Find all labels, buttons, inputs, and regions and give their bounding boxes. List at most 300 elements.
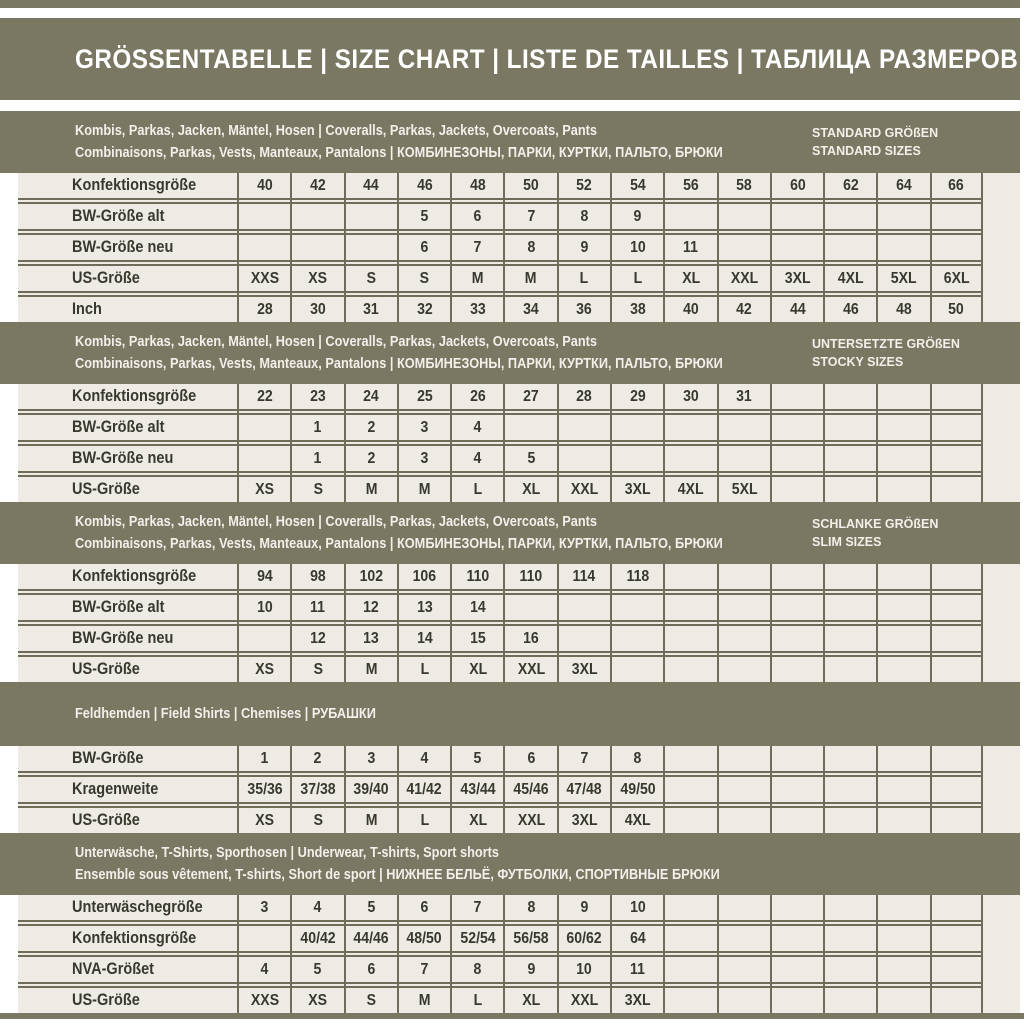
size-cell [290,446,343,471]
section-band-stocky [0,322,1020,384]
size-cell [770,297,823,322]
size-cell [557,173,610,198]
size-cell-text: XXL [517,811,545,829]
size-cell [237,384,290,409]
size-cell [344,446,397,471]
size-cell-text: 114 [572,567,596,585]
size-cell-text: L [473,480,483,498]
size-cell [770,777,823,802]
row-label-text: BW-Größe alt [72,418,165,436]
size-cell [823,173,876,198]
row-label [18,384,237,409]
row-label [18,926,237,951]
size-cell-text: XS [308,269,328,287]
row-label [18,777,237,802]
row-label [18,204,237,229]
size-cell-text: 1 [314,418,322,436]
size-cell-text: 26 [469,387,486,405]
size-cell-text: 106 [412,567,437,585]
size-cell-text: 7 [473,238,482,256]
size-cell-text: 3XL [624,991,651,1009]
size-cell-text: XL [468,660,487,678]
size-cell [930,477,983,502]
size-cell [503,926,556,951]
size-cell [823,235,876,260]
size-cell-text: 7 [527,207,535,225]
row-label-text: Unterwäschegröße [72,898,203,916]
size-cell [290,657,343,682]
size-cell [823,808,876,833]
size-cell [503,415,556,440]
size-cell-text: 8 [527,898,535,916]
size-cell [557,415,610,440]
size-cell [344,657,397,682]
size-cell-text: 25 [416,387,433,405]
size-table-wrap-stocky [18,384,1020,502]
row-label [18,957,237,982]
row-label [18,895,237,920]
row-label [18,266,237,291]
size-cell [397,204,450,229]
size-cell [290,777,343,802]
size-cell [397,988,450,1013]
size-cell-text: 48/50 [406,929,443,947]
size-cell [610,384,663,409]
size-cell-text: 46 [842,300,859,318]
size-cell [503,204,556,229]
size-cell-text: 47/48 [566,780,602,798]
size-cell [344,235,397,260]
size-cell [397,477,450,502]
size-cell [610,895,663,920]
size-cell [557,988,610,1013]
size-cell [930,297,983,322]
size-cell [770,384,823,409]
size-cell [237,173,290,198]
size-cell [344,957,397,982]
size-cell-text: 2 [367,418,376,436]
row-label-text: NVA-Größet [72,960,155,978]
size-cell-text: 16 [523,629,539,647]
size-cell [557,657,610,682]
size-cell [344,926,397,951]
size-cell-text: 7 [420,960,429,978]
sections-container [0,111,1024,1013]
size-cell [237,235,290,260]
size-cell [876,595,929,620]
size-cell [450,926,503,951]
size-cell [397,415,450,440]
size-cell [823,777,876,802]
size-cell [770,446,823,471]
size-cell-text: 27 [523,387,539,405]
size-cell [237,926,290,951]
size-cell-text: 14 [416,629,433,647]
size-cell [876,384,929,409]
size-cell-text: 11 [683,238,699,256]
top-divider [0,0,1020,8]
size-cell [876,957,929,982]
size-cell-text: 8 [527,238,535,256]
size-cell-text: 44 [789,300,806,318]
row-label-text: US-Größe [72,660,140,678]
size-cell-text: 3 [367,749,376,767]
size-cell-text: 9 [580,898,589,916]
size-cell [770,415,823,440]
size-cell [450,626,503,651]
section-title-line [75,707,1020,722]
size-cell [770,564,823,589]
size-cell [503,297,556,322]
size-table-wrap-standard [18,173,1020,322]
size-cell [450,477,503,502]
row-label-text: BW-Größe [72,749,144,767]
size-cell [770,808,823,833]
size-cell [557,235,610,260]
row-label-text: Konfektionsgröße [72,929,197,947]
size-cell [450,777,503,802]
size-cell-text: 94 [256,567,273,585]
section-badge [812,518,938,548]
size-cell [930,988,983,1013]
size-cell [876,926,929,951]
size-cell-text: XL [468,811,487,829]
size-cell [717,384,770,409]
size-cell-text: 23 [310,387,326,405]
size-cell [397,957,450,982]
section-title-text: Kombis, Parkas, Jacken, Mäntel, Hosen | Coveralls, Parkas, Jackets, Overcoats, Pants [75,513,598,530]
section-title-text: Kombis, Parkas, Jacken, Mäntel, Hosen | Coveralls, Parkas, Jackets, Overcoats, Pants [75,122,598,139]
size-cell [930,173,983,198]
size-cell-text: 45/46 [513,780,549,798]
size-cell-text: 4 [473,418,482,436]
section-title-text: Feldhemden | Field Shirts | Chemises | РУБАШКИ [75,705,376,722]
size-cell [876,988,929,1013]
size-cell [290,297,343,322]
size-cell [557,746,610,771]
row-label [18,477,237,502]
size-cell [237,988,290,1013]
size-cell-text: 3XL [784,269,811,287]
section-title-line [75,846,1020,861]
size-cell [876,657,929,682]
size-cell-text: 5 [420,207,429,225]
size-cell [503,957,556,982]
size-cell [930,204,983,229]
size-cell [290,477,343,502]
size-cell [823,477,876,502]
size-cell [770,746,823,771]
size-cell [930,266,983,291]
size-cell-text: 44/46 [353,929,389,947]
section-band-field-shirts [0,682,1020,746]
size-cell-text: XS [255,811,275,829]
size-cell [930,957,983,982]
size-cell [237,746,290,771]
size-cell [663,626,716,651]
size-cell [344,626,397,651]
section-title-text: Combinaisons, Parkas, Vests, Manteaux, Pantalons | КОМБИНЕЗОНЫ, ПАРКИ, КУРТКИ, ПАЛЬТО, БРЮКИ [75,536,723,552]
size-cell [770,266,823,291]
size-cell [876,446,929,471]
row-label [18,746,237,771]
size-cell [344,895,397,920]
size-cell [290,988,343,1013]
size-cell [450,446,503,471]
size-cell-text: 48 [896,300,912,318]
size-cell [450,173,503,198]
size-cell [237,808,290,833]
size-cell-text: XXL [730,269,758,287]
size-cell [876,297,929,322]
size-cell-text: 38 [629,300,646,318]
size-cell-text: 30 [310,300,326,318]
size-cell [397,746,450,771]
size-table-stocky [18,384,983,502]
size-cell-text: 30 [683,387,699,405]
size-table-slim [18,564,983,682]
size-cell [557,204,610,229]
title-band [0,18,1020,100]
size-cell [450,564,503,589]
size-cell-text: 8 [633,749,642,767]
row-label-text: BW-Größe alt [72,207,165,225]
size-cell-text: 7 [580,749,589,767]
size-cell-text: 10 [256,598,273,616]
size-cell [823,384,876,409]
section-title-line [75,868,1020,883]
size-cell-text: 3XL [624,480,651,498]
size-cell-text: 3 [420,418,429,436]
size-cell [237,595,290,620]
size-cell-text: 5 [473,749,482,767]
size-cell [770,173,823,198]
size-cell [610,446,663,471]
size-cell [557,266,610,291]
size-cell [717,446,770,471]
size-cell [557,564,610,589]
size-cell-text: 11 [310,598,326,616]
size-cell [610,415,663,440]
row-label [18,235,237,260]
row-label-text: Kragenweite [72,780,159,798]
size-cell [397,808,450,833]
size-cell [290,564,343,589]
size-cell [610,595,663,620]
section-badge-line: SLIM SIZES [812,534,882,549]
size-cell [450,895,503,920]
size-cell [717,808,770,833]
size-cell [717,657,770,682]
size-cell [876,266,929,291]
size-cell-text: 37/38 [300,780,336,798]
size-cell [663,926,716,951]
size-cell [450,204,503,229]
size-cell-text: M [418,991,431,1009]
size-cell [610,626,663,651]
size-cell [344,746,397,771]
size-cell [503,808,556,833]
size-cell-text: 12 [363,598,380,616]
size-cell [770,957,823,982]
size-cell [610,204,663,229]
size-cell-text: 35/36 [247,780,283,798]
size-cell [663,415,716,440]
size-cell-text: M [471,269,484,287]
size-cell [450,808,503,833]
size-cell-text: 4 [314,898,322,916]
size-cell-text: 4XL [837,269,864,287]
size-cell-text: 28 [576,387,593,405]
size-cell [717,957,770,982]
size-cell [876,895,929,920]
size-cell [663,235,716,260]
size-cell [557,808,610,833]
size-cell [290,204,343,229]
size-cell-text: 1 [260,749,269,767]
size-cell [823,657,876,682]
size-cell-text: 4 [473,449,482,467]
size-cell [557,626,610,651]
size-cell-text: S [366,269,376,287]
size-cell-text: XL [522,991,541,1009]
size-cell-text: S [419,269,430,287]
size-cell-text: S [313,660,323,678]
size-cell [663,173,716,198]
size-table-wrap-slim [18,564,1020,682]
size-cell [290,173,343,198]
size-table-underwear [18,895,983,1013]
size-cell-text: 40 [256,176,273,194]
size-cell-text: 1 [314,449,322,467]
size-cell [717,415,770,440]
size-cell [397,564,450,589]
size-cell [717,926,770,951]
size-cell-text: XXL [517,660,545,678]
size-cell [663,988,716,1013]
size-cell [823,895,876,920]
size-cell [717,564,770,589]
size-cell [717,895,770,920]
size-cell-text: 10 [629,898,646,916]
section-title-text: Ensemble sous vêtement, T-shirts, Short de sport | НИЖНЕЕ БЕЛЬЁ, ФУТБОЛКИ, СПОРТИВНЫЕ БРЮКИ [75,867,720,883]
size-cell-text: 2 [314,749,322,767]
size-cell [344,808,397,833]
size-cell-text: 32 [416,300,433,318]
section-title-text: Kombis, Parkas, Jacken, Mäntel, Hosen | Coveralls, Parkas, Jackets, Overcoats, Pants [75,333,598,350]
row-label-text: BW-Größe alt [72,598,165,616]
size-cell [823,204,876,229]
size-cell [770,235,823,260]
size-cell [344,477,397,502]
size-cell-text: 58 [736,176,753,194]
row-label-text: Inch [72,300,102,318]
size-cell [290,926,343,951]
size-cell [290,266,343,291]
size-cell [397,926,450,951]
size-cell [557,446,610,471]
size-cell-text: S [313,480,323,498]
size-cell-text: 36 [576,300,593,318]
size-cell [663,204,716,229]
size-cell [663,808,716,833]
size-cell-text: 31 [363,300,380,318]
size-cell [610,957,663,982]
size-cell-text: XXS [250,269,279,287]
size-cell-text: 39/40 [353,780,389,798]
size-cell-text: L [633,269,642,287]
page-title: GRÖSSENTABELLE | SIZE CHART | LISTE DE TAILLES | ТАБЛИЦА РАЗМЕРОВ [75,43,1019,74]
row-label-text: Konfektionsgröße [72,567,197,585]
size-cell [770,477,823,502]
size-cell [717,204,770,229]
size-cell [610,657,663,682]
size-cell [344,564,397,589]
size-cell [344,988,397,1013]
size-cell-text: 28 [256,300,273,318]
size-cell [237,564,290,589]
size-cell-text: 42 [736,300,753,318]
row-label [18,173,237,198]
size-cell-text: 52 [576,176,593,194]
size-cell [823,415,876,440]
size-cell [717,173,770,198]
size-cell-text: 7 [473,898,482,916]
size-cell [237,477,290,502]
size-cell [290,957,343,982]
size-cell [717,777,770,802]
size-cell-text: L [420,660,429,678]
size-cell-text: 8 [580,207,589,225]
size-cell-text: 50 [948,300,965,318]
size-cell-text: 64 [629,929,646,947]
size-cell [237,657,290,682]
size-cell-text: M [365,811,378,829]
size-cell [930,235,983,260]
size-cell [397,777,450,802]
size-cell [876,235,929,260]
size-cell-text: 41/42 [406,780,443,798]
size-cell [663,564,716,589]
size-cell [770,657,823,682]
size-cell-text: 6 [473,207,482,225]
size-cell-text: 15 [469,629,486,647]
size-cell [237,895,290,920]
size-cell [930,895,983,920]
size-cell [717,235,770,260]
size-cell-text: 102 [359,567,383,585]
size-cell [450,297,503,322]
size-cell [930,595,983,620]
size-cell-text: 4XL [678,480,704,498]
size-cell [397,173,450,198]
size-cell [450,957,503,982]
size-cell [930,657,983,682]
size-cell [663,446,716,471]
section-badge-line: STANDARD GRÖßEN [812,126,939,140]
size-cell-text: L [420,811,429,829]
size-cell [237,204,290,229]
size-cell [237,446,290,471]
size-cell [876,477,929,502]
size-cell-text: XXL [570,991,599,1009]
size-cell [930,415,983,440]
size-cell [610,297,663,322]
size-cell [663,477,716,502]
section-title-text: Unterwäsche, T-Shirts, Sporthosen | Underwear, T-shirts, Sport shorts [75,844,500,861]
size-cell [823,595,876,620]
size-cell [290,895,343,920]
